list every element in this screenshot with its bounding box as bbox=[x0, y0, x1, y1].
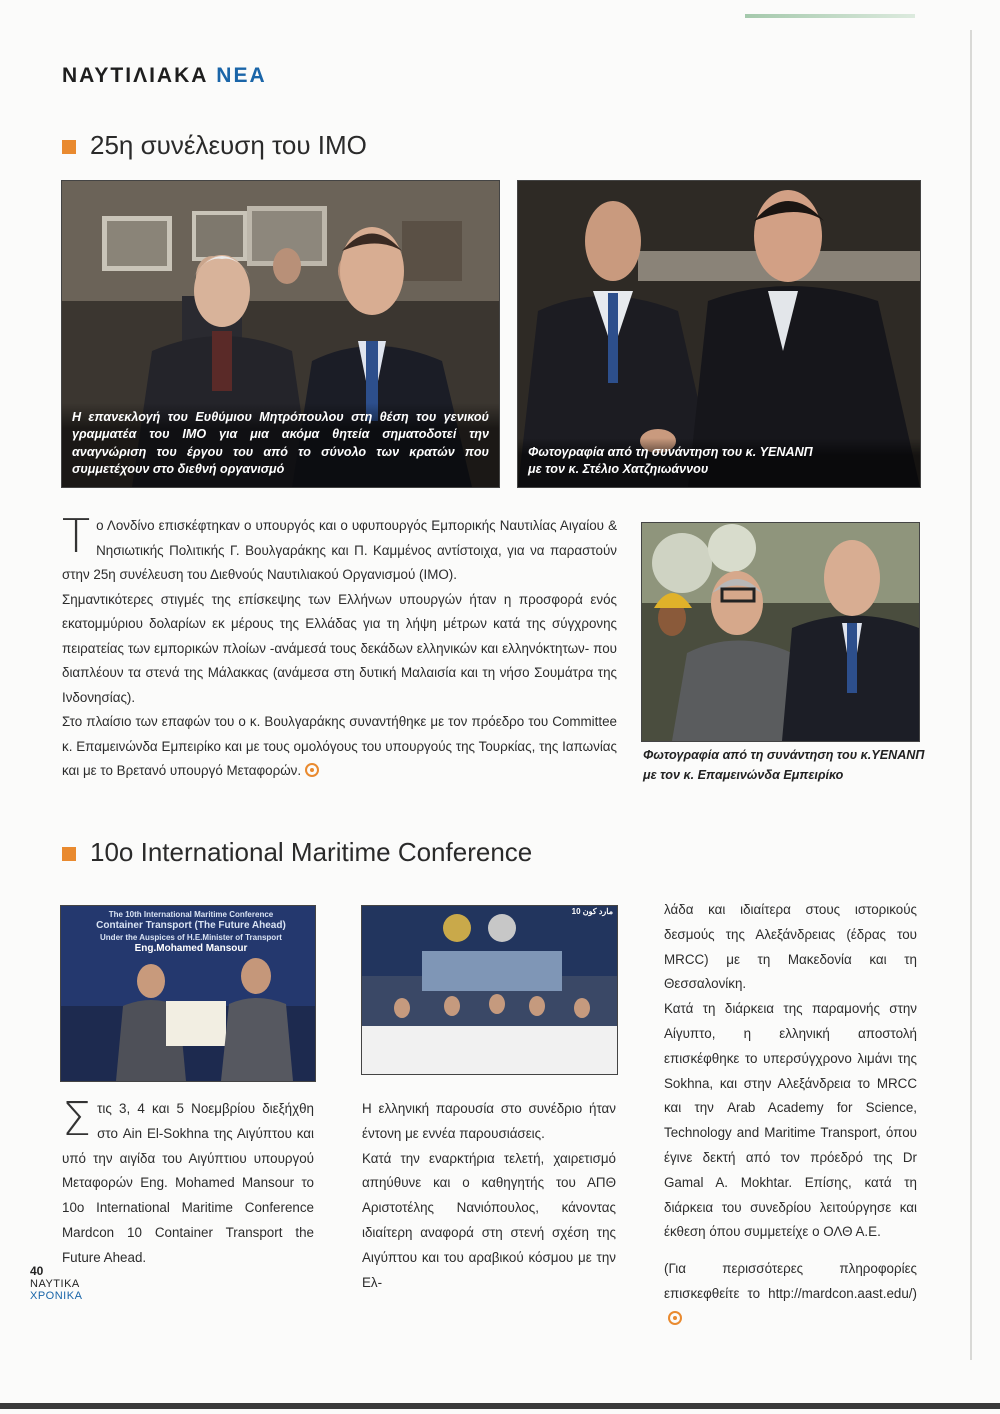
page-edge-bottom bbox=[0, 1403, 1000, 1409]
photo-chatziioannou bbox=[517, 180, 921, 488]
photo-empeirikos-image bbox=[642, 523, 919, 741]
page-number: 40 bbox=[30, 1264, 44, 1278]
page-footer bbox=[30, 1265, 82, 1302]
section1-heading bbox=[62, 130, 367, 161]
header-part2: ΝΕΑ bbox=[216, 64, 267, 87]
dropcap-s: Σ bbox=[62, 1092, 92, 1146]
photo-award-ceremony bbox=[60, 905, 316, 1082]
section2-col1 bbox=[62, 1092, 314, 1271]
section2-title: 10ο International Maritime Conference bbox=[90, 837, 533, 867]
section2-col3-p1: λάδα και ιδιαίτερα στους ιστορικούς δεσμούς της Αλεξάνδρειας (έδρας του MRCC) με τη Μακεδονία και τη Θεσσαλονίκη. bbox=[664, 902, 917, 992]
orange-square-bullet-icon bbox=[62, 140, 76, 154]
section2-col3-p2: Κατά τη διάρκεια της παραμονής στην Αίγυπτο, η ελληνική αποστολή επισκέφθηκε το υπερσύγχρονο λιμάνι της Sokhna, και στην Αλεξάνδρεια το MRCC και την Arab Academy for Science, Technology and Maritime Transport, όπου έγινε δεκτή από τον πρόεδρό της Dr Gamal A. Mokhtar. Επίσης, κατά τη διάρκεια του συνεδρίου λειτούργησε και έκθεση όπου συμμετείχε ο ΟΛΘ Α.Ε. bbox=[664, 1001, 917, 1240]
section2-col3-p3-text: (Για περισσότερες πληροφορίες επισκεφθείτε το http://mardcon.aast.edu/) bbox=[664, 1261, 917, 1301]
photo-metropoulos bbox=[61, 180, 500, 488]
section2-col3 bbox=[664, 898, 917, 1332]
banner-line2: Container Transport (The Future Ahead) bbox=[96, 920, 286, 931]
section2-col1-body: τις 3, 4 και 5 Νοεμβρίου διεξήχθη στο Ain El-Sokhna της Αιγύπτου και υπό την αιγίδα του Αιγύπτιου υπουργού Μεταφορών Eng. Mohamed Mansour το 10ο International Maritime Conference Mardcon 10 Container Transport the Future Ahead. bbox=[62, 1101, 314, 1265]
orange-square-bullet-icon bbox=[62, 847, 76, 861]
photo3-caption-line1: Φωτογραφία από τη συνάντηση του κ.ΥΕΝΑΝΠ bbox=[643, 748, 925, 762]
section2-col2 bbox=[362, 1097, 616, 1295]
section2-col3-p3 bbox=[664, 1257, 917, 1331]
section1-para2: Σημαντικότερες στιγμές της επίσκεψης των Ελλήνων υπουργών ήταν η προσφορά ενός εκατομμύριου δολαρίων εκ μέρους της Ελλάδας για τη λήψη μέτρων κατά της σύγχρονης πειρατείας των εμπορικών πλοίων -ανάμεσά τους δεκάδων ελληνικών και ελληνόκτητων- που διαπλέουν τα στενά της Μάλακκας (ανάμεσα στη δυτική Μαλαισία και τη νήσο Σουμάτρα της Ινδονησίας). bbox=[62, 591, 617, 705]
section1-para3-text: Στο πλαίσιο των επαφών του ο κ. Βουλγαράκης συναντήθηκε με τον πρόεδρο του Committee κ. Επαμεινώνδα Εμπειρίκο και με τους ομολόγους του υπουργούς της Τουρκίας, της Ιαπωνίας και με το Βρετανό υπουργό Μεταφορών. bbox=[62, 714, 617, 779]
photo-empeirikos-caption bbox=[643, 746, 933, 785]
section-header bbox=[62, 64, 267, 88]
photo-metropoulos-caption: Η επανεκλογή του Ευθύμιου Μητρόπουλου στη θέση του γενικού γραμματέα του IMO για μια ακόμα θητεία σηματοδοτεί την αναγνώριση του έργου του από το σύνολο των κρατών που συμμετέχουν στο διεθνή οργανισμό bbox=[62, 403, 499, 488]
photo-empeirikos bbox=[641, 522, 920, 742]
section1-title: 25η συνέλευση του ΙΜΟ bbox=[90, 130, 367, 160]
article-end-icon bbox=[668, 1311, 682, 1325]
photo-conference-panel-image bbox=[362, 906, 617, 1074]
top-color-rule bbox=[745, 14, 915, 18]
section2-col2-p1: Η ελληνική παρουσία στο συνέδριο ήταν έντονη με εννέα παρουσιάσεις. bbox=[362, 1101, 616, 1141]
banner-line1: The 10th International Maritime Conference bbox=[108, 910, 274, 919]
photo2-caption-line2: με τον κ. Στέλιο Χατζηιωάννου bbox=[528, 462, 709, 477]
section1-para1-text: ο Λονδίνο επισκέφτηκαν ο υπουργός και ο υφυπουργός Εμπορικής Ναυτιλίας Αιγαίου & Νησιωτικής Πολιτικής Γ. Βουλγαράκης και Π. Καμμένος αντίστοιχα, για να παραστούν στην 25η συνέλευση του Διεθνούς Ναυτιλιακού Οργανισμού (ΙΜΟ). bbox=[62, 518, 617, 583]
section2-col1-text bbox=[62, 1092, 314, 1271]
page-edge-right bbox=[970, 30, 972, 1360]
dropcap-t: Τ bbox=[62, 509, 91, 563]
magazine-name-1: ΝΑΥΤΙΚΑ bbox=[30, 1278, 80, 1291]
section2-col2-p2: Κατά την εναρκτήρια τελετή, χαιρετισμό απηύθυνε και ο καθηγητής του ΑΠΘ Αριστοτέλης Νανιόπουλος, κάνοντας ιδιαίτερη αναφορά στη στενή σχέση της Αιγύπτου και του αραβικού κόσμου με την Ελ- bbox=[362, 1150, 616, 1290]
photo2-caption-line1: Φωτογραφία από τη συνάντηση του κ. ΥΕΝΑΝΠ bbox=[528, 444, 813, 459]
magazine-name-2: ΧΡΟΝΙΚΑ bbox=[30, 1290, 83, 1303]
header-part1: ΝΑΥΤΙΛΙΑΚΑ bbox=[62, 64, 209, 87]
conference-banner bbox=[71, 910, 311, 955]
photo-conference-panel bbox=[361, 905, 618, 1075]
banner-line4: Eng.Mohamed Mansour bbox=[134, 942, 248, 954]
banner-line3: Under the Auspices of H.E.Minister of Transport bbox=[100, 932, 282, 942]
section2-heading bbox=[62, 837, 532, 868]
article-end-icon bbox=[305, 763, 319, 777]
section1-para3 bbox=[62, 710, 617, 784]
section1-body bbox=[62, 509, 617, 784]
conf-arabic-label: مارد كون 10 bbox=[571, 907, 613, 916]
photo3-caption-line2: με τον κ. Επαμεινώνδα Εμπειρίκο bbox=[643, 767, 844, 782]
photo-chatziioannou-caption bbox=[518, 438, 920, 487]
section1-para1 bbox=[62, 509, 617, 588]
